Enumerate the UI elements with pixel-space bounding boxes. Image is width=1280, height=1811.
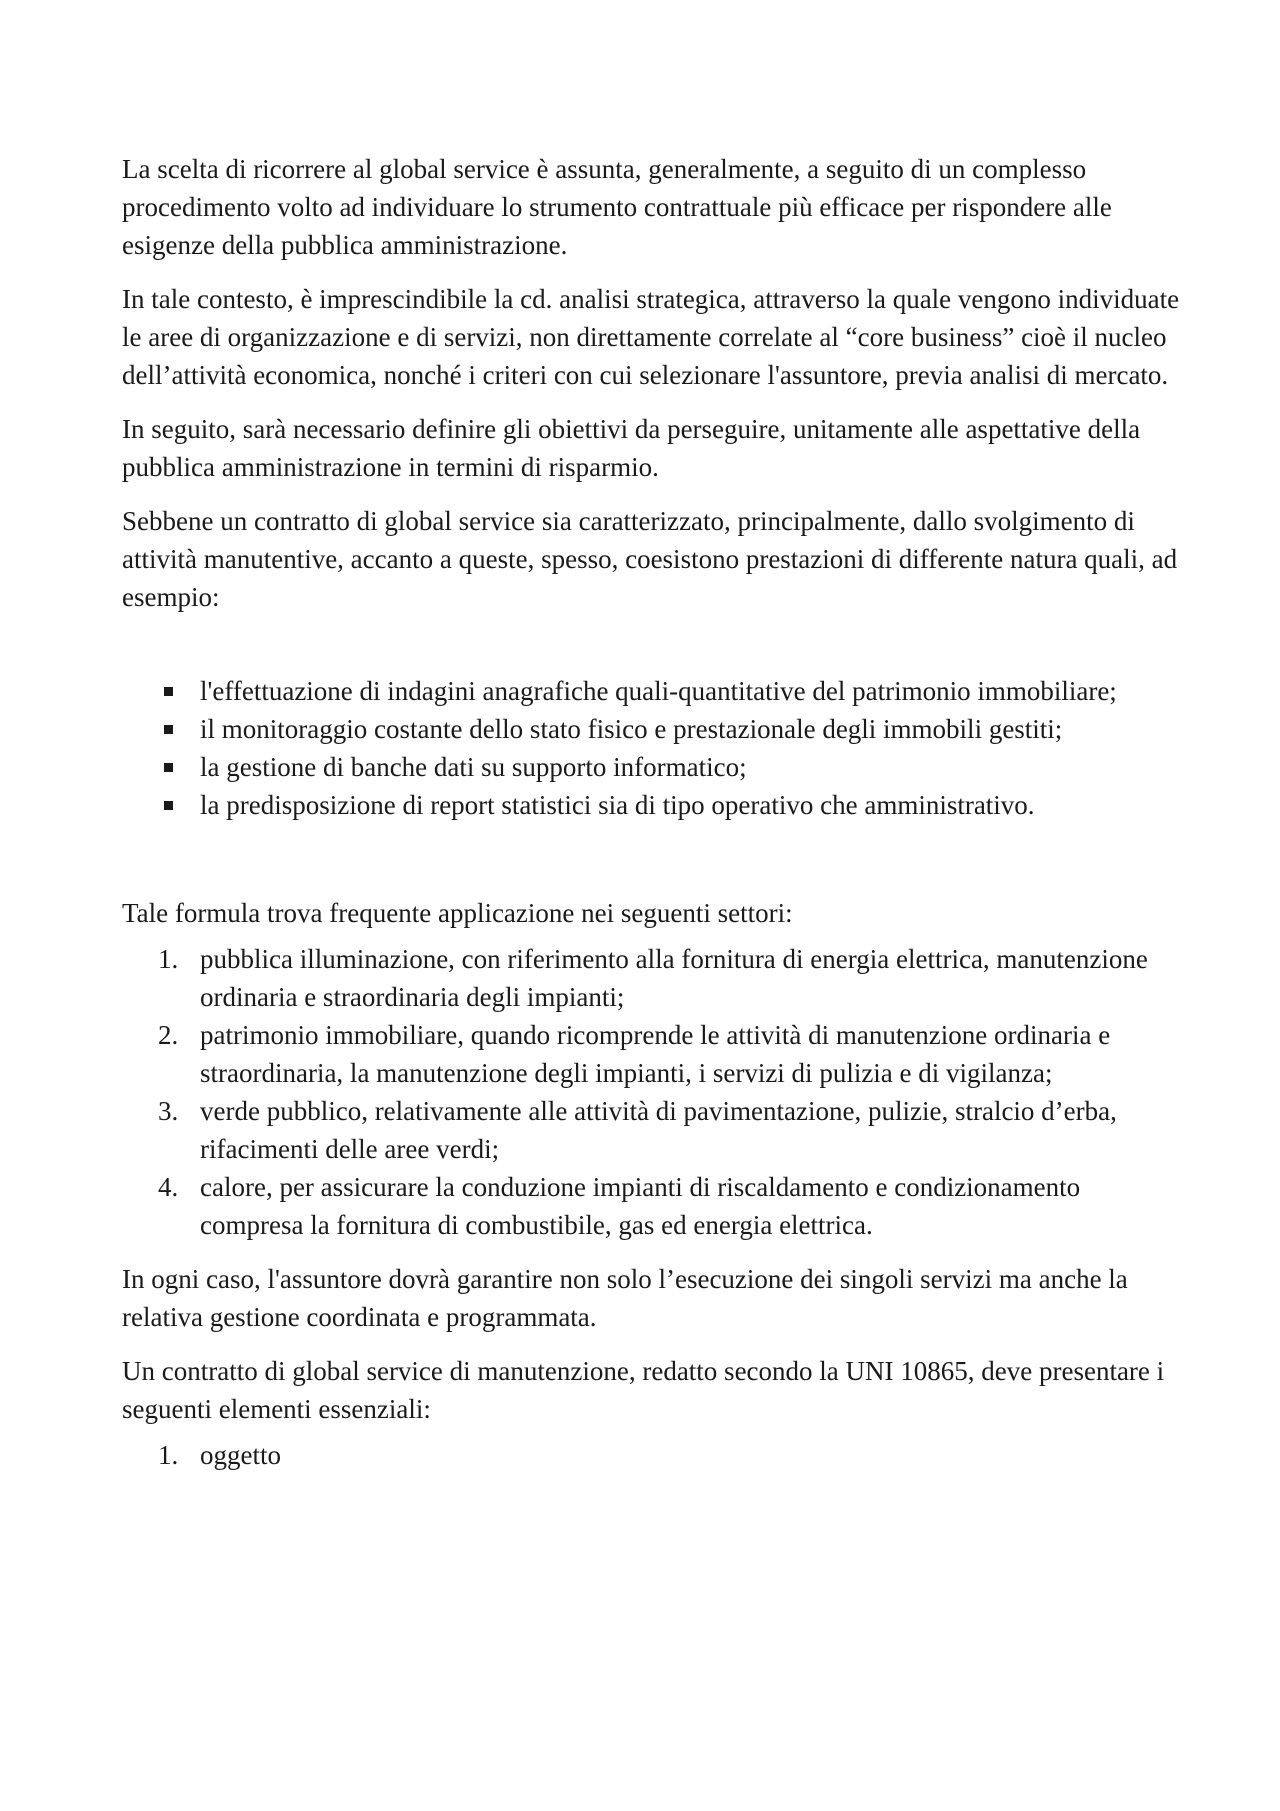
spacer bbox=[122, 824, 1182, 894]
square-bullet-icon bbox=[164, 801, 173, 810]
list-number: 2. bbox=[158, 1020, 179, 1050]
square-bullet-icon bbox=[164, 725, 173, 734]
sectors-list bbox=[122, 940, 1182, 1244]
square-bullet-icon bbox=[164, 763, 173, 772]
list-number: 4. bbox=[158, 1172, 179, 1202]
list-item-text: verde pubblico, relativamente alle attività di pavimentazione, pulizie, stralcio d’erba, rifacimenti delle aree verdi; bbox=[200, 1096, 1117, 1164]
list-item bbox=[122, 672, 1182, 710]
elements-list bbox=[122, 1436, 1182, 1474]
list-item-text: oggetto bbox=[200, 1440, 281, 1470]
list-item bbox=[122, 1436, 1182, 1474]
paragraph-coordination: In ogni caso, l'assuntore dovrà garantire non solo l’esecuzione dei singoli servizi ma anche la relativa gestione coordinata e programmata. bbox=[122, 1264, 1128, 1332]
list-item bbox=[122, 786, 1182, 824]
list-item-text: pubblica illuminazione, con riferimento alla fornitura di energia elettrica, manutenzione ordinaria e straordinaria degli impianti; bbox=[200, 944, 1148, 1012]
list-item bbox=[122, 748, 1182, 786]
bullet-list bbox=[122, 672, 1182, 824]
square-bullet-icon bbox=[164, 687, 173, 696]
list-number: 3. bbox=[158, 1096, 179, 1126]
list-item bbox=[122, 940, 1182, 1016]
list-item-text: il monitoraggio costante dello stato fisico e prestazionale degli immobili gestiti; bbox=[200, 714, 1063, 744]
list-item bbox=[122, 1092, 1182, 1168]
list-number: 1. bbox=[158, 944, 179, 974]
paragraph-services-intro: Sebbene un contratto di global service sia caratterizzato, principalmente, dallo svolgimento di attività manutentive, accanto a queste, spesso, coesistono prestazioni di differente natura quali, ad esempio: bbox=[122, 506, 1178, 612]
list-item-text: patrimonio immobiliare, quando ricomprende le attività di manutenzione ordinaria e straordinaria, la manutenzione degli impianti, i servizi di pulizia e di vigilanza; bbox=[200, 1020, 1111, 1088]
paragraph-strategic-analysis: In tale contesto, è imprescindibile la cd. analisi strategica, attraverso la quale vengono individuate le aree di organizzazione e di servizi, non direttamente correlate al “core business” cioè il nucleo dell’attività economica, nonché i criteri con cui selezionare l'assuntore, previa analisi di mercato. bbox=[122, 284, 1180, 390]
paragraph-objectives: In seguito, sarà necessario definire gli obiettivi da perseguire, unitamente alle aspettative della pubblica amministrazione in termini di risparmio. bbox=[122, 414, 1141, 482]
paragraph-essential-elements: Un contratto di global service di manutenzione, redatto secondo la UNI 10865, deve presentare i seguenti elementi essenziali: bbox=[122, 1356, 1165, 1424]
list-item-text: l'effettuazione di indagini anagrafiche quali-quantitative del patrimonio immobiliare; bbox=[200, 676, 1117, 706]
list-item bbox=[122, 1168, 1182, 1244]
list-item-text: la predisposizione di report statistici sia di tipo operativo che amministrativo. bbox=[200, 790, 1035, 820]
list-item bbox=[122, 710, 1182, 748]
list-item-text: calore, per assicurare la conduzione impianti di riscaldamento e condizionamento compresa la fornitura di combustibile, gas ed energia elettrica. bbox=[200, 1172, 1081, 1240]
paragraph-sectors-intro: Tale formula trova frequente applicazione nei seguenti settori: bbox=[122, 898, 793, 928]
spacer bbox=[122, 616, 1182, 672]
paragraph-intro: La scelta di ricorrere al global service è assunta, generalmente, a seguito di un complesso procedimento volto ad individuare lo strumento contrattuale più efficace per rispondere alle esigenze della pubblica amministrazione. bbox=[122, 154, 1112, 260]
list-item-text: la gestione di banche dati su supporto informatico; bbox=[200, 752, 747, 782]
document-page bbox=[122, 150, 1182, 1490]
list-number: 1. bbox=[158, 1440, 179, 1470]
list-item bbox=[122, 1016, 1182, 1092]
